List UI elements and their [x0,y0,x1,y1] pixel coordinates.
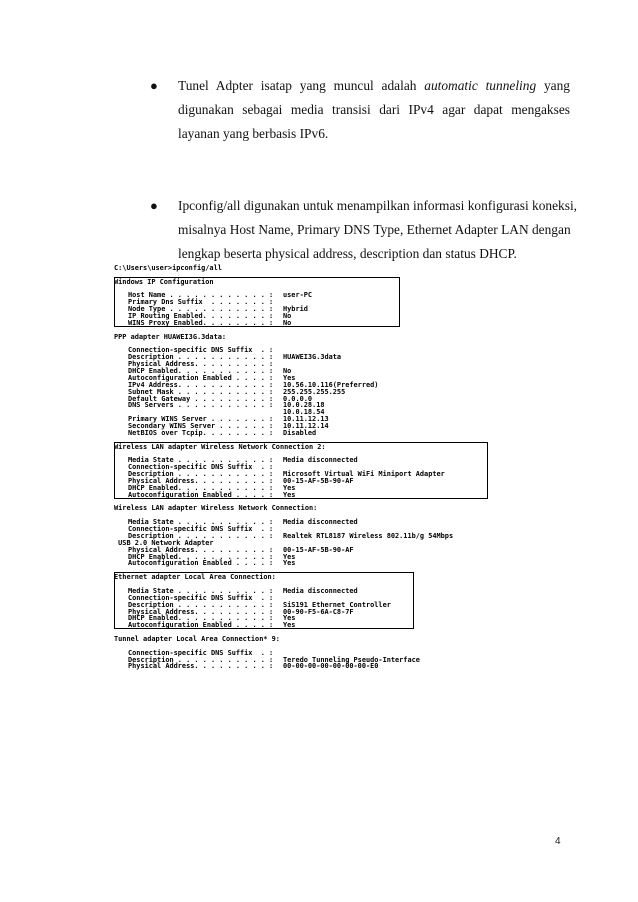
console-value: Yes [283,373,296,382]
console-line [128,662,379,671]
console-value: Yes [283,483,296,492]
console-label: Description . . . . . . . . . . . : [128,531,274,540]
console-label: USB 2.0 Network Adapter [114,538,214,547]
console-value: Hybrid [283,305,308,314]
console-line [128,401,325,410]
console-value: 00-90-F5-6A-C8-7F [283,607,354,616]
console-label: Media State . . . . . . . . . . . : [128,586,274,595]
console-label: Tunnel adapter Local Area Connection* 9: [114,634,280,643]
console-line [114,573,276,582]
console-label: PPP adapter HUAWEI3G.3data: [114,332,227,341]
console-line [114,443,326,452]
console-label: NetBIOS over Tcpip. . . . . . . . : [128,428,274,437]
console-label: Connection-specific DNS Suffix . : [128,525,274,534]
console-value: 10.56.10.116(Preferred) [283,380,379,389]
console-value: Realtek RTL8187 Wireless 802.11b/g 54Mbps [283,531,454,540]
text-span: Tunel Adpter isatap yang muncul adalah [178,78,425,93]
console-label: Primary WINS Server . . . . . . . : [128,415,274,424]
console-line [128,428,317,438]
console-value: Media disconnected [283,518,358,527]
console-value: Yes [283,621,296,630]
italic-term: automatic tunneling [424,78,537,93]
text-span: yang [536,78,570,93]
console-value: 00-15-AF-5B-90-AF [283,476,354,485]
console-label: Physical Address. . . . . . . . . : [128,360,274,369]
console-value: 10.11.12.13 [283,415,329,424]
console-label: Physical Address. . . . . . . . . : [128,607,274,616]
console-label: Windows IP Configuration [114,277,214,286]
console-label: DHCP Enabled. . . . . . . . . . . : [128,614,274,623]
console-line [114,504,317,513]
console-value: HUAWEI3G.3data [283,353,342,362]
console-label: C:\Users\user>ipconfig/all [114,264,222,272]
console-value: 10.11.12.14 [283,422,329,430]
console-label: Description . . . . . . . . . . . : [128,600,274,609]
console-label: Connection-specific DNS Suffix . : [128,648,274,657]
console-line [114,264,222,273]
console-label: DHCP Enabled. . . . . . . . . . . : [128,367,274,376]
console-label: Autoconfiguration Enabled . . . . : [128,621,274,630]
console-value: No [283,312,292,321]
console-label: Autoconfiguration Enabled . . . . : [128,559,274,568]
console-value: Media disconnected [283,456,358,465]
console-value: 0.0.0.0 [283,394,313,403]
page-number: 4 [555,836,561,847]
console-label: Description . . . . . . . . . . . : [128,470,274,479]
console-label: Description . . . . . . . . . . . : [128,655,274,664]
console-line [128,318,292,328]
console-label: Node Type . . . . . . . . . . . . : [128,305,274,314]
console-value: Yes [283,490,296,499]
bullet-text [178,74,570,146]
console-label: Physical Address. . . . . . . . . : [128,545,274,554]
console-label: Physical Address. . . . . . . . . : [128,476,274,485]
bullet-line [178,74,570,98]
console-value: Yes [283,552,296,561]
console-label: Primary Dns Suffix . . . . . . . : [128,298,274,307]
bullet-line: digunakan sebagai media transisi dari IPv4 agar dapat mengakses [178,102,570,117]
console-value: 255.255.255.255 [283,387,346,396]
console-line [114,635,280,644]
bullet-marker: ● [150,198,158,213]
console-label: WINS Proxy Enabled. . . . . . . . : [128,318,274,327]
console-label: IPv4 Address. . . . . . . . . . . : [128,380,274,389]
console-value: 10.0.28.18 [283,401,325,410]
console-label: Host Name . . . . . . . . . . . . : [128,291,274,300]
console-label: DHCP Enabled. . . . . . . . . . . : [128,483,274,492]
console-label: Secondary WINS Server . . . . . . : [128,422,274,430]
console-label: DHCP Enabled. . . . . . . . . . . : [128,552,274,561]
console-label: Media State . . . . . . . . . . . : [128,518,274,527]
console-label: Connection-specific DNS Suffix . : [128,463,274,472]
console-label: Connection-specific DNS Suffix . : [128,593,274,602]
console-label: Ethernet adapter Local Area Connection: [114,573,276,582]
console-label: IP Routing Enabled. . . . . . . . : [128,312,274,321]
console-value: Yes [283,614,296,623]
console-value: No [283,367,292,376]
bullet-marker: ● [150,78,158,93]
bullet-line: lengkap beserta physical address, description dan status DHCP. [178,246,517,261]
console-label: Description . . . . . . . . . . . : [128,353,274,362]
console-value: Microsoft Virtual WiFi Miniport Adapter [283,470,445,479]
console-label: Wireless LAN adapter Wireless Network Connection 2: [114,442,326,451]
console-label: DNS Servers . . . . . . . . . . . : [128,401,274,410]
console-line [128,621,296,630]
console-label: Physical Address. . . . . . . . . : [128,662,274,671]
ipconfig-screenshot [114,262,492,682]
console-label: Default Gateway . . . . . . . . . : [128,394,274,403]
console-value: Teredo Tunneling Pseudo-Interface [283,655,420,664]
console-line [128,490,296,500]
console-value: Media disconnected [283,586,358,595]
bullet-line: layanan yang berbasis IPv6. [178,126,329,141]
console-value: No [283,318,292,327]
console-line [128,559,296,568]
console-value: 00-00-00-00-00-00-00-E0 [283,662,379,671]
console-value: 10.0.18.54 [283,408,325,417]
console-line [114,278,214,287]
bullet-text [178,194,578,266]
console-label: Autoconfiguration Enabled . . . . : [128,373,274,382]
console-label: Wireless LAN adapter Wireless Network Connection: [114,504,318,513]
console-value: user-PC [283,291,313,300]
console-label: Autoconfiguration Enabled . . . . : [128,490,274,499]
bullet-line: misalnya Host Name, Primary DNS Type, Ethernet Adapter LAN dengan [178,222,571,237]
console-value: 00-15-AF-5B-90-AF [283,545,354,554]
console-value: Yes [283,559,296,568]
console-value: SiS191 Ethernet Controller [283,600,391,609]
console-label: Media State . . . . . . . . . . . : [128,456,274,465]
console-line [114,333,226,342]
console-label: Connection-specific DNS Suffix . : [128,346,274,355]
console-label: Subnet Mask . . . . . . . . . . . : [128,387,274,396]
console-value: Disabled [283,428,317,437]
bullet-line: Ipconfig/all digunakan untuk menampilkan informasi konfigurasi koneksi, [178,198,578,213]
